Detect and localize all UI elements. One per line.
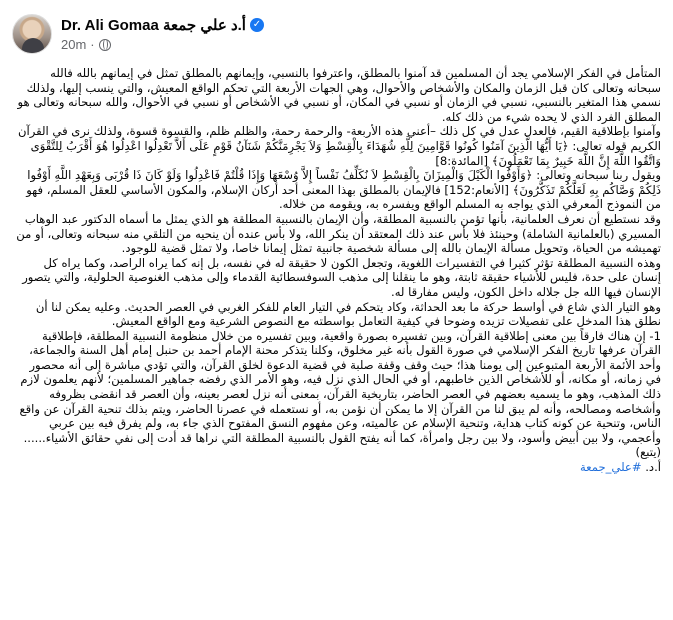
post-paragraph-7: 1- إن هناك فارقاً بين معنى إطلاقية القرآن، وبين تفسيره بصورة واقعية، وبين تفسيره من خلال منظومة النسبية المطلقة، فإطلاقية القرآن عرفها تاريخ الفكر الإسلامي في صورة القول بأنه غير مخلوق، وكلنا يتذكر محنة الإمام أحمد بن حنبل إمام أهل السنة والجماعة، وأحد الأئمة الأربعة المتبوعين إلى يومنا هذا؛ حيث وقف وقفة صلبة في قضية الدعوة لخلق القرآن، والتي تؤدي مباشرة إلى أنه محصور في زمانه، أو مكانه، أو للأشخاص الذين خاطبهم، أو في الحال الذي نزل فيه، وهو الأمر الذي رفضه جماهير المسلمين؛ لأنهم يعلمون لازم ذلك المذهب، وهو ما يسميه بعضهم في العصر الحاضر، بتاريخية القرآن، بمعنى أنه نزل لعصر بعينه، وأن العصر قد انقضى بظروفه وأشخاصه ومصالحه، وأنه لم يبق لنا من القرآن إلا ما يمكن أن نؤمن به، أو نستعمله في عصرنا الحاضر، ويتم بذلك تنحية القرآن عن واقع الناس، وتنحية عن كونه كتاب هداية، وتنحية الإسلام عن عالميته، وعن مفهوم النسق المفتوح الذي جاء به، ولم يفرق فيه بين عربي وأعجمي، ولا بين أبيض وأسود، ولا بين رجل وامرأة، كما أنه يفتح القول بالنسبية المطلقة التي نراها قد أدت إلى نفي حقائق الأشياء......(يتبع)	[19, 328, 661, 460]
author-name[interactable]: Dr. Ali Gomaa أ.د علي جمعة	[61, 17, 246, 34]
post-paragraph-6: وهو التيار الذي شاع في أواسط حركة ما بعد الحداثة، وكاد يتحكم في التيار العام للفكر الغربي في العصر الحديث. وعليه يمكن لنا أن نطلق هذا المدخل على تفصيلات تزيده وضوحا في كيفية التعامل بواسطته مع النصوص الشرعية ومع الواقع المعيش.	[35, 299, 661, 329]
post-paragraph-4: وقد نستطيع أن نعرف العلمانية، بأنها تؤمن بالنسبية المطلقة، وأن الإيمان بالنسبية المطلقة هو الذي يمثل ما أسماه الدكتور عبد الوهاب المسيري (بالعلمانية الشاملة) وحينئذ فلا بأس عند ذلك المعتقد أن ينكر الله، ولا بأس عنده أن ينحيه من التلقي منه سبحانه وتعالى، أو من تهميشه من الحياة، وتحويل مسألة الإيمان بالله إلى مسألة شخصية جانبية تمثل إيمانا خاصا، ولا تمثل قضية للوجود.	[16, 211, 661, 256]
post-header	[0, 0, 673, 58]
signature-prefix: أ.د.	[645, 460, 661, 475]
post-paragraph-2: وآمنوا بإطلاقية القيم، فالعدل عدل في كل ذلك –أعني هذه الأربعة- والرحمة رحمة، والظلم ظلم، والقسوة قسوة، ولذلك نرى في القرآن الكريم قوله تعالى: ﴿يَا أَيُّهَا الَّذِينَ آمَنُوا كُونُوا قَوَّامِينَ لِلَّهِ شُهَدَاءَ بِالْقِسْطِ وَلاَ يَجْرِمَنَّكُمْ شَنَآنُ قَوْمٍ عَلَى أَلاَّ تَعْدِلُوا اعْدِلُوا هُوَ أَقْرَبُ لِلتَّقْوَى وَاتَّقُوا اللَّهَ إِنَّ اللَّهَ خَبِيرٌ بِمَا تَعْمَلُونَ﴾ [المائدة:8]	[17, 124, 661, 168]
author-avatar[interactable]	[12, 14, 52, 54]
post-signature	[14, 460, 661, 475]
post-meta	[61, 16, 264, 52]
verified-badge-icon: ✓	[250, 18, 264, 32]
meta-separator: ·	[90, 37, 95, 52]
post-paragraph-5: وهذه النسبية المطلقة تؤثر كثيرا في التفسيرات اللغوية، وتجعل الكون لا حقيقة له في نفسه، بل إنه كما يراه الراصد، وكما يراه كل إنسان على حدة، فليس للأشياء حقيقة ثابتة، وهو ما ينقلنا إلى مذهب السوفسطائية القدماء وإلى مذهب الغنوصية الحلولية، والتي يتصور الإنسان فيها الله جل جلاله داخل الكون، وليس مفارقا له.	[22, 255, 661, 299]
post-subtitle	[61, 37, 264, 52]
hashtag-link[interactable]: #علي_جمعة	[579, 460, 642, 475]
post-paragraph-3: ويقول ربنا سبحانه وتعالى: ﴿وَأَوْفُوا الْكَيْلَ وَالْمِيزَانَ بِالْقِسْطِ لاَ نُكَلِّفُ نَفْساً إِلاَّ وُسْعَهَا وَإِذَا قُلْتُمْ فَاعْدِلُوا وَلَوْ كَانَ ذَا قُرْبَى وَبِعَهْدِ اللَّهِ أَوْفُوا ذَلِكُمْ وَصَّاكُم بِهِ لَعَلَّكُمْ تَذَكَّرُونَ﴾ [الأنعام:152] فالإيمان بالمطلق بهذا المعنى أحد أركان الإسلام، والمكون الأساسي للعقل المسلم، فهو من النموذج المعرفي الذي يواجه به المسلم الواقع ويفسره به، ويقومه من خلاله.	[26, 168, 661, 212]
public-globe-icon[interactable]	[99, 39, 111, 51]
post-paragraph-1: المتأمل في الفكر الإسلامي يجد أن المسلمين قد آمنوا بالمطلق، واعترفوا بالنسبي، وإيمانهم بالمطلق تمثل في إيمانهم بالله فالله سبحانه وتعالى كان قبل الزمان والمكان والأشخاص والأحوال، وهي الجهات الأربعة التي تحكم الواقع المعيش، والتي ينسب إليها، ولذلك نسمي هذا المتغير بالنسبي، نسبي في الزمان أو نسبي في المكان، أو نسبي في الأشخاص أو نسبي في الأحوال، والله سبحانه وتعالى هو المطلق الفرد الذي لا يحده شيء من ذلك كله.	[17, 66, 661, 124]
author-row	[61, 16, 264, 34]
post-body	[0, 58, 673, 475]
post-timestamp[interactable]: 20m	[61, 37, 87, 52]
